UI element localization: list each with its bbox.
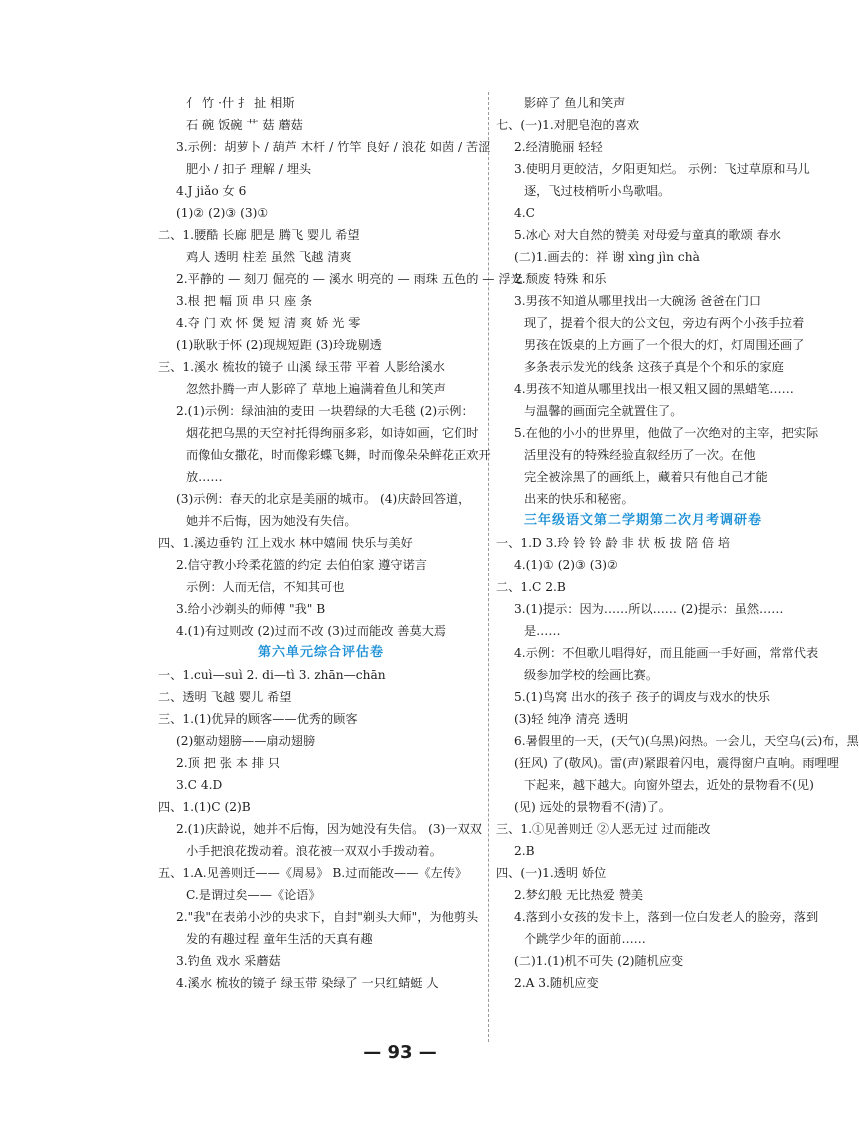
answer-line: 男孩在饭桌的上方画了一个很大的灯，灯周围还画了 [524, 338, 805, 352]
answer-line: 二、1.C 2.B [496, 580, 566, 594]
answer-line: 出来的快乐和秘密。 [524, 492, 634, 506]
answer-line: 烟花把乌黑的天空衬托得绚丽多彩，如诗如画，它们时 [186, 426, 479, 440]
answer-line: 是…… [524, 624, 561, 638]
answer-line: 完全被涂黑了的画纸上，藏着只有他自己才能 [524, 470, 768, 484]
answer-line: 三、1.溪水 梳妆的镜子 山溪 绿玉带 平着 人影给溪水 [158, 360, 445, 374]
answer-line: 发的有趣过程 童年生活的天真有趣 [186, 932, 373, 946]
answer-line: (3)轻 纯净 清亮 透明 [514, 712, 629, 726]
answer-line: 三、1.①见善则迁 ②人恶无过 过而能改 [496, 822, 711, 836]
section-title: 三年级语文第二学期第二次月考调研卷 [524, 513, 763, 528]
answer-line: 3.钓鱼 戏水 采蘑菇 [176, 954, 281, 968]
answer-line: 2.信守教小玲柔花篮的约定 去伯伯家 遵守诺言 [176, 558, 427, 572]
section-title: 第六单元综合评估卷 [258, 645, 385, 660]
answer-line: 4.C [514, 206, 535, 220]
answer-line: 示例：人而无信，不知其可也 [186, 580, 345, 594]
answer-line: 3.根 把 幅 顶 串 只 座 条 [176, 294, 313, 308]
answer-line: 3.C 4.D [176, 778, 223, 792]
answer-line: 影碎了 鱼儿和笑声 [524, 96, 626, 110]
answer-line: 3.示例：胡萝卜 / 葫芦 木杆 / 竹竿 良好 / 浪花 如茵 / 苦涩 [176, 140, 491, 154]
answer-line: 3.(1)提示：因为……所以…… (2)提示：虽然…… [514, 602, 784, 616]
answer-line: 4.(1)① (2)③ (3)② [514, 558, 618, 572]
answer-line: 2.B [514, 844, 535, 858]
answer-line: 2.顶 把 张 本 排 只 [176, 756, 281, 770]
answer-line: 4.溪水 梳妆的镜子 绿玉带 染绿了 一只红蜻蜓 人 [176, 976, 439, 990]
answer-line: 五、1.A.见善则迁——《周易》 B.过而能改——《左传》 [158, 866, 468, 880]
answer-line: 放…… [186, 470, 223, 484]
answer-line: (1)耿耿于怀 (2)现规短距 (3)玲珑剔透 [176, 338, 382, 352]
answer-line: (二)1.(1)机不可失 (2)随机应变 [514, 954, 684, 968]
answer-line: 4.(1)有过则改 (2)过而不改 (3)过而能改 善莫大焉 [176, 624, 447, 638]
answer-line: 2.梦幻般 无比热爱 赞美 [514, 888, 644, 902]
page-number: — 93 — [363, 1042, 437, 1063]
answer-line: 而像仙女撒花，时而像彩蝶飞舞，时而像朵朵鲜花正欢开 [186, 448, 491, 462]
answer-line: 肥小 / 扣子 理解 / 埋头 [186, 162, 312, 176]
answer-line: 三、1.(1)优异的顾客——优秀的顾客 [158, 712, 358, 726]
answer-line: 七、(一)1.对肥皂泡的喜欢 [496, 118, 640, 132]
answer-line: 2.(1)示例：绿油油的麦田 一块碧绿的大毛毯 (2)示例： [176, 404, 474, 418]
answer-line: 3.使明月更皎洁，夕阳更知烂。 示例：飞过草原和马儿 [514, 162, 810, 176]
answer-line: 2."我"在表弟小沙的央求下，自封"剃头大师"，为他剪头 [176, 910, 479, 924]
answer-line: 4.落到小女孩的发卡上，落到一位白发老人的脸旁，落到 [514, 910, 819, 924]
answer-line: 活里没有的特殊经验直叙经历了一次。在他 [524, 448, 756, 462]
answer-line: (3)示例：春天的北京是美丽的城市。 (4)庆龄回答道， [176, 492, 471, 506]
answer-line: 5.冰心 对大自然的赞美 对母爱与童真的歌颂 春水 [514, 228, 781, 242]
answer-line: 下起来，越下越大。向窗外望去，近处的景物看不(见) [524, 778, 814, 792]
answer-line: 四、1.(1)C (2)B [158, 800, 251, 814]
answer-line: 鸡人 透明 柱差 虽然 飞越 清爽 [186, 250, 352, 264]
answer-line: 逐，飞过枝梢听小鸟歌唱。 [524, 184, 671, 198]
right-column [496, 92, 859, 994]
answer-line: (2)躯动翅膀——扇动翅膀 [176, 734, 316, 748]
answer-line: 4.夺 门 欢 怀 煲 短 清 爽 娇 光 零 [176, 316, 361, 330]
answer-line: 级参加学校的绘画比赛。 [524, 668, 659, 682]
answer-line: (见) 远处的景物看不(清)了。 [514, 800, 671, 814]
answer-line: 2.A 3.随机应变 [514, 976, 599, 990]
answer-line: C.是谓过矣——《论语》 [186, 888, 321, 902]
answer-line: 6.暑假里的一天，(天气)(乌黑)闷热。一会儿，天空乌(云)布，黑 [514, 734, 859, 748]
answer-line: 二、1.腰酷 长廊 肥是 腾飞 婴儿 希望 [158, 228, 360, 242]
answer-line: 她并不后悔，因为她没有失信。 [186, 514, 357, 528]
column-divider [488, 92, 489, 1042]
answer-line: 与温馨的画面完全就置住了。 [524, 404, 683, 418]
answer-line: 二、透明 飞越 婴儿 希望 [158, 690, 292, 704]
answer-line: 四、1.溪边垂钓 江上戏水 林中嬉闹 快乐与美好 [158, 536, 413, 550]
answer-line: 5.在他的小小的世界里，他做了一次绝对的主宰，把实际 [514, 426, 819, 440]
answer-line: 4.J jiǎo 女 6 [176, 184, 247, 198]
answer-line: 3.给小沙剃头的师傅 "我" B [176, 602, 326, 616]
answer-line: 忽然扑腾一声人影碎了 草地上遍满着鱼儿和笑声 [186, 382, 446, 396]
answer-line: 现了，提着个很大的公文包，旁边有两个小孩手拉着 [524, 316, 805, 330]
answer-line: 4.男孩不知道从哪里找出一根又粗又圆的黑蜡笔…… [514, 382, 794, 396]
answer-line: 2.经清脆丽 轻轻 [514, 140, 603, 154]
answer-line: 2.(1)庆龄说，她并不后悔，因为她没有失信。 (3)一双双 [176, 822, 482, 836]
answer-line: 3.男孩不知道从哪里找出一大碗汤 爸爸在门口 [514, 294, 762, 308]
answer-line: 2.颓废 特殊 和乐 [514, 272, 607, 286]
answer-line: (二)1.画去的：祥 谢 xìng jìn chà [514, 250, 700, 264]
answer-line: 多条表示发光的线条 这孩子真是个个和乐的家庭 [524, 360, 784, 374]
answer-line: 小手把浪花拨动着。浪花被一双双小手拨动着。 [186, 844, 442, 858]
answer-line: 2.平静的 — 刻刀 倔亮的 — 溪水 明亮的 — 雨珠 五色的 — 浮光 [176, 272, 523, 286]
left-column [158, 92, 523, 994]
answer-line: 一、1.cuì—suì 2. di—tì 3. zhān—chān [158, 668, 386, 682]
answer-line: 石 碗 饭碗 艹 菇 蘑菇 [186, 118, 303, 132]
answer-line: (狂风) 了(敬风)。雷(声)紧跟着闪电，震得窗户直响。雨哩哩 [514, 756, 839, 770]
answer-line: 4.示例：不但歌儿唱得好，而且能画一手好画，常常代表 [514, 646, 819, 660]
answer-line: 个跳学少年的面前…… [524, 932, 646, 946]
answer-line: 5.(1)鸟窝 出水的孩子 孩子的调皮与戏水的快乐 [514, 690, 771, 704]
answer-line: 四、(一)1.透明 娇位 [496, 866, 607, 880]
answer-line: (1)② (2)③ (3)① [176, 206, 269, 220]
answer-line: 亻 竹 ·什 扌 扯 相斯 [186, 96, 295, 110]
answer-line: 一、1.D 3.玲 铃 铃 龄 非 状 板 拔 陪 倍 培 [496, 536, 731, 550]
